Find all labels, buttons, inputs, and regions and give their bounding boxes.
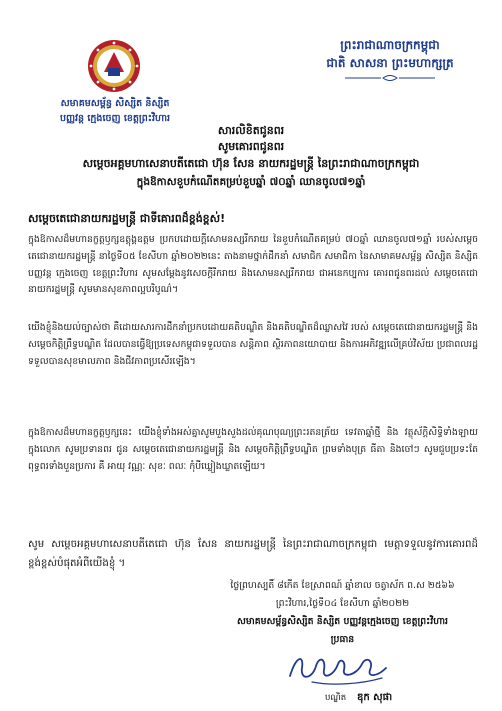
signer-name-line [325, 690, 465, 705]
recipient-heading: សម្ដេចអគ្គមហាសេនាបតីតេជោ ហ៊ុន សែន នាយករដ្ឋមន្ត្រី នៃព្រះរាជាណាចក្រកម្ពុជា [82, 157, 420, 170]
kingdom-heading: ព្រះរាជាណាចក្រកម្ពុជា [340, 38, 440, 52]
salutation: សម្ដេចតេជោនាយករដ្ឋមន្ត្រី ជាទីគោរពដ៏ខ្ពង់ខ្ពស់! [28, 212, 226, 225]
paragraph-2: យើងខ្ញុំនិងយល់ច្បាស់ថា គឺដោយសារការដឹកនាំប្រកបដោយគតិបណ្ឌិត និងគតិបណ្ឌិតដ៏ឈ្លាសវៃ របស់ សម្ដេចតេជោនាយករដ្ឋមន្ត្រី និង សម្ដេចកិត្តិព្រឹទ្ធបណ្ឌិត ដែលបានធ្វើឱ្យប្រទេសកម្ពុជាទទួលបាន សន្តិភាព ស្ថិរភាពនយោបាយ និងការអភិវឌ្ឍលើគ្រប់វិស័យ ប្រជាពលរដ្ឋទទួលបានសុខមាលភាព និងជីវភាពប្រសើរឡើង។ [28, 322, 478, 367]
association-logo-icon [86, 38, 142, 94]
solar-date: ព្រះវិហារ,ថ្ងៃទី០៤ ខែសីហា ឆ្នាំ២០២២ [275, 598, 410, 609]
national-motto: ជាតិ សាសនា ព្រះមហាក្សត្រ [326, 56, 454, 70]
signer-name: ឌុក សុផា [356, 692, 393, 703]
paragraph-4: សូម សម្ដេចអគ្គមហាសេនាបតីតេជោ ហ៊ុន សែន នាយករដ្ឋមន្ត្រី នៃព្រះរាជាណាចក្រកម្ពុជា មេត្តាទទួលនូវការគោរពដ៏ខ្ពង់ខ្ពស់បំផុតអំពីយើងខ្ញុំ ។ [28, 539, 478, 569]
org-name-line2: បញ្ញវន្ត ក្មេងចេញ ខេត្តព្រះវិហារ [59, 113, 171, 124]
document-type: សារលិខិតជូនពរ [217, 124, 285, 137]
handwritten-signature-icon [282, 646, 392, 688]
org-name-line1: សមាគមសម្ព័ន្ធ សិស្សិត និស្សិត [60, 98, 170, 109]
paragraph-3: ក្នុងឱកាសដ៏មហានក្ខត្តឫក្សនេះ យើងខ្ញុំទាំងអស់គ្នាសូមបួងសួងដល់គុណបុណ្យព្រះរតនត្រ័យ ទេវតាឆ្នាំថ្មី និង វត្ថុស័ក្តិសិទ្ធិទាំងឡាយ ក្នុងលោក សូមប្រទានពរ ជូន សម្ដេចតេជោនាយករដ្ឋមន្ត្រី និង សម្ដេចកិត្តិព្រឹទ្ធបណ្ឌិត ព្រមទាំងបុត្រ ធីតា និងចៅៗ សូមជួបប្រទះតែ ពុទ្ធពរទាំងបួនប្រការ គឺ អាយុ វណ្ណៈ សុខៈ ពលៈ កុំបីឃ្លៀងឃ្លាតឡើយ។ [28, 427, 478, 472]
issuing-organization [30, 96, 200, 126]
signer-role: ប្រធាន [330, 634, 355, 645]
greeting-heading: សូមគោរពជូនពរ [217, 140, 285, 153]
occasion-heading: ក្នុងឱកាសខួបកំណើតគម្រប់ខួបឆ្នាំ ៧០ឆ្នាំ ឈានចូល៧១ឆ្នាំ [136, 176, 366, 188]
lunar-date: ថ្ងៃព្រហស្បតិ៍ ៨កើត ខែស្រាពណ៍ ឆ្នាំខាល ចត្វាស័ក ព.ស ២៥៦៦ [230, 580, 455, 591]
signing-organization: សមាគមសម្ព័ន្ធសិស្សិត និស្សិត បញ្ញវន្តក្មេងចេញ ខេត្តព្រះវិហារ [237, 616, 448, 627]
ornament-divider-icon [345, 74, 435, 82]
paragraph-1: ក្នុងឱកាសដ៏មហានក្ខត្តឫក្សឧត្តុង្គឧត្តម ប្រកបដោយក្ដីសោមនស្សរីករាយ នៃខួបកំណើតគម្រប់ ៧០ឆ្នាំ ឈានចូល៧១ឆ្នាំ របស់សម្ដេចតេជោនាយករដ្ឋមន្ត្រី នាថ្ងៃទី០៥ ខែសីហា ឆ្នាំ២០២២នេះ តាងនាមថ្នាក់ដឹកនាំ សមាជិក សមាជិកា នៃសាមាគមសម្ព័ន្ធ សិស្សិត និស្សិត បញ្ញវន្ត ក្មេងចេញ ខេត្តព្រះវិហារ សូមសម្ដែងនូវសេចក្ដីរីករាយ និងសោមនស្សរីករាយ ជាអនេកប្បការ គោរពជូនពរដល់ សម្ដេចតេជោនាយករដ្ឋមន្ត្រី សូមមានសុខភាពល្អបរិបូណ៌។ [28, 234, 478, 296]
signer-title: បណ្ឌិត [325, 693, 347, 703]
